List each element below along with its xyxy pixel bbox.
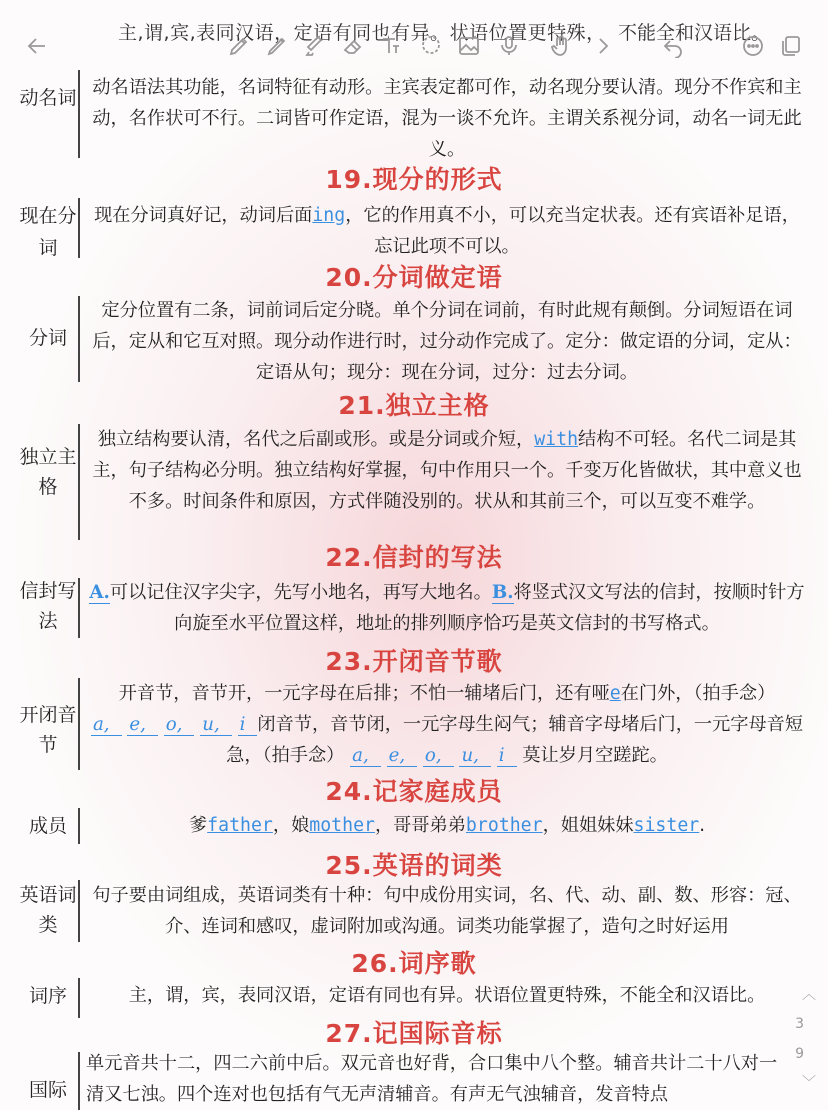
vowel-blank: u, [200,714,232,736]
vowel-blank: e, [387,745,418,767]
text-icon[interactable] [378,34,404,60]
section-heading: 19.现分的形式 [325,165,503,194]
english-word: sister [633,815,700,836]
text-part: 闭音节，音节闭，一元字母生闷气；辅音字母堵后门，一元字母音短急，（拍手念） [226,714,804,766]
divider [78,578,80,638]
vowel-blank: e, [127,714,158,736]
text-part: 莫让岁月空蹉跎。 [522,745,668,766]
side-label-xinfengxiefa: 信封写法 [19,580,77,632]
section-text [86,810,808,841]
english-word: father [207,815,273,836]
text-part: 结构不可轻。名代二词是其主，句子结构必分明。独立结构好掌握，句中作用只一个。千变万化皆做状，其中意义也不多。时间条件和原因，方式伴随没别的。状从和其前三个，可以互变不难学。 [92,429,802,512]
marker-icon[interactable] [302,34,328,60]
side-label-xianzaifenci: 现在分词 [19,205,77,259]
divider [78,70,80,158]
section-heading: 22.信封的写法 [325,543,503,572]
page-indicator-current: 3 [795,1016,804,1032]
scroll-up-icon[interactable]: ︿ [802,987,816,1003]
english-word: brother [465,815,543,836]
divider [78,808,80,844]
peek-text-left: 主,谓,宾,表同汉语，定语有同也有异。状语位置更特殊， [118,22,606,44]
text-part: ，姐姐妹妹 [542,815,634,836]
text-part: . [699,815,706,836]
text-part: ，它的作用真不小，可以充当定状表。还有宾语补足语，忘记此项不可以。 [345,205,800,257]
divider [78,678,80,770]
scroll-down-icon[interactable]: ﹀ [802,1075,816,1091]
text-part: 爹 [188,815,208,836]
section-text: 单元音共十二，四二六前中后。双元音也好背，合口集中八个整。辅音共计二十八对一清又七浊。四个连对也包括有气无声清辅音。有声无气浊辅音，发音特点 [86,1053,778,1105]
vowel-blank: u, [459,745,491,767]
back-icon[interactable] [24,34,50,60]
side-label-kaibiyinjie: 开闭音节 [19,704,77,756]
section-heading: 25.英语的词类 [325,851,503,880]
english-word: e [609,683,621,704]
chevron-right-icon[interactable] [590,34,616,60]
side-label-chengyuan: 成员 [28,815,67,837]
marker-b: B. [491,582,514,603]
marker-a: A. [89,582,110,603]
divider [78,296,80,382]
side-label-dongmingci: 动名词 [19,87,77,109]
text-part: 独立结构要认清，名代之后副或形。或是分词或介短， [97,429,535,450]
vowel-blank: o, [423,745,454,767]
section-heading: 24.记家庭成员 [325,777,503,806]
section-heading: 23.开闭音节歌 [325,647,503,676]
pen-icon[interactable] [226,34,252,60]
section-heading: 27.记国际音标 [325,1019,503,1048]
vowel-blank: a, [91,714,122,736]
page-indicator-total: 9 [795,1046,804,1062]
text-part: 在门外，（拍手念） [620,683,776,704]
english-word: mother [309,815,375,836]
peek-text-right: 不能全和汉语比。 [618,22,771,44]
section-text: 定分位置有二条，词前词后定分晓。单个分词在词前，有时此规有颠倒。分词短语在词后，定从和它互对照。现分动作进行时，过分动作完成了。定分：做定语的分词，定从：定语从句；现分：现在分词，过分：过去分词。 [92,300,802,383]
undo-icon[interactable] [660,34,686,60]
side-label-yingyucilei: 英语词类 [19,884,77,936]
image-icon[interactable] [456,34,482,60]
section-text [86,577,808,639]
section-text [86,678,808,771]
vowel-blank: o, [164,714,195,736]
section-text: 主，谓，宾，表同汉语，定语有同也有异。状语位置更特殊，不能全和汉语比。 [128,985,766,1006]
vowel-blank: a, [350,745,381,767]
text-part: 现在分词真好记，动词后面 [94,205,313,226]
english-word: ing [312,205,346,226]
section-heading: 21.独立主格 [338,391,490,420]
text-part: 将竖式汉文写法的信封，按顺时针方向旋至水平位置这样，地址的排列顺序恰巧是英文信封的书写格式。 [174,582,805,634]
divider [78,880,80,942]
section-text: 句子要由词组成，英语词类有十种：句中成份用实词，名、代、动、副、数、形容：冠、介、连词和感叹，虚词附加或沟通。词类功能掌握了，造句之时好运用 [92,885,802,937]
side-label-cixu: 词序 [28,985,67,1007]
section-heading: 20.分词做定语 [325,263,503,292]
more-icon[interactable] [740,34,766,60]
divider [78,978,80,1018]
vowel-blank: i [238,714,258,736]
side-label-guoji: 国际 [28,1079,67,1101]
divider [78,198,80,258]
divider [78,1052,80,1110]
section-text: 动名语法其功能，名词特征有动形。主宾表定都可作，动名现分要认清。现分不作宾和主动，名作状可不行。二词皆可作定语，混为一谈不允许。主谓关系视分词，动名一词无此义。 [92,77,802,160]
lasso-icon[interactable] [418,34,444,60]
text-part: 开音节，音节开，一元字母在后排；不怕一辅堵后门，还有哑 [118,683,610,704]
hand-icon[interactable] [548,34,574,60]
text-part: ，哥哥弟弟 [374,815,466,836]
section-heading: 26.词序歌 [351,949,477,978]
pencil-icon[interactable] [264,34,290,60]
pages-icon[interactable] [778,34,804,60]
section-text [86,424,808,517]
side-label-dulizhuge: 独立主格 [19,446,77,498]
eraser-icon[interactable] [340,34,366,60]
divider [78,424,80,540]
text-part: ，娘 [272,815,310,836]
side-label-fenci: 分词 [28,327,67,349]
mic-icon[interactable] [496,34,522,60]
section-text [86,200,808,262]
text-part: 可以记住汉字尖字，先写小地名，再写大地名。 [109,582,492,603]
vowel-blank: i [497,745,517,767]
english-word: with [534,429,579,450]
